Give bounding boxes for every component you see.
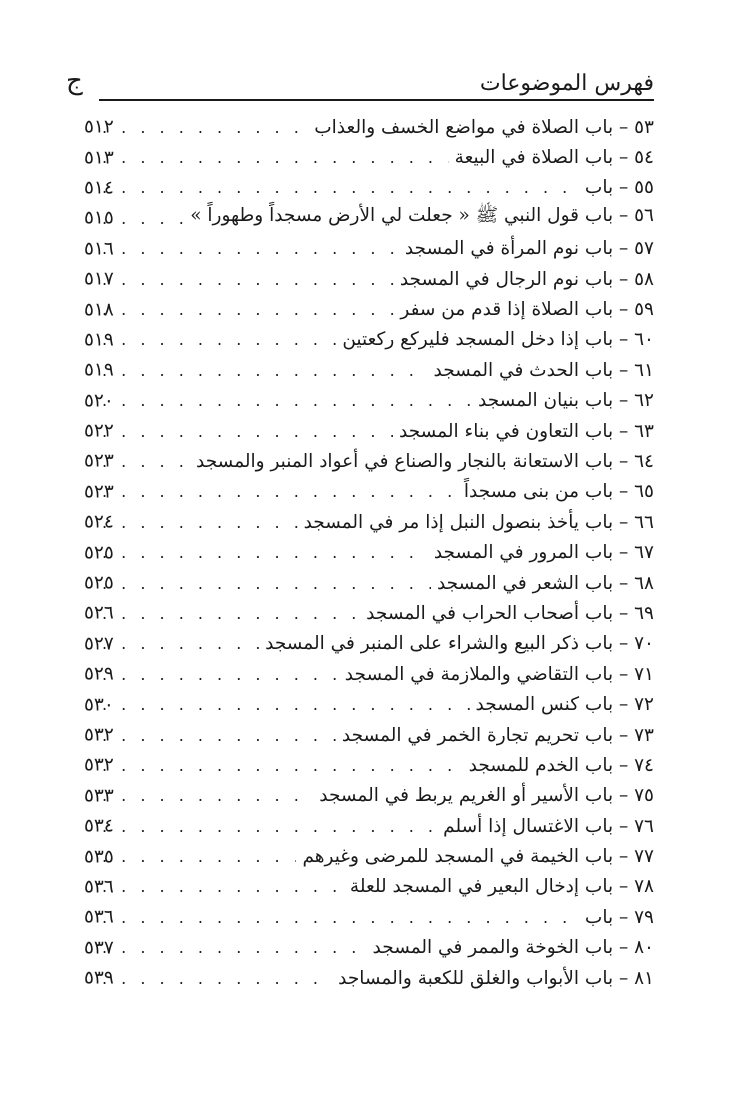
dot-leader	[102, 118, 308, 137]
toc-entry-title: ٦٢ – باب بنيان المسجد	[477, 390, 654, 412]
toc-entry-page-number: ٥٢٣	[84, 481, 114, 503]
toc-entry-title: ٧٤ – باب الخدم للمسجد	[468, 754, 654, 776]
page-header	[62, 66, 654, 102]
toc-entry	[84, 841, 654, 871]
dot-leader	[102, 361, 428, 380]
toc-entry	[84, 537, 654, 567]
toc-entry-title: ٥٩ – باب الصلاة إذا قدم من سفر	[400, 299, 654, 321]
toc-entry-page-number: ٥٣٠	[84, 694, 114, 716]
dot-leader	[102, 634, 259, 653]
toc-entry	[84, 325, 654, 355]
dot-leader	[102, 969, 332, 988]
toc-entry	[84, 446, 654, 476]
toc-entry-title: ٧٠ – باب ذكر البيع والشراء على المنبر في المسجد	[265, 633, 654, 655]
header-rule	[99, 99, 654, 101]
toc-entry-title: ٦٤ – باب الاستعانة بالنجار والصناع في أعواد المنبر والمسجد	[196, 450, 654, 472]
toc-entry-title: ٧٦ – باب الاغتسال إذا أسلم	[443, 815, 654, 837]
toc-entry-title: ٥٦ – باب قول النبي ﷺ « جعلت لي الأرض مسجداً وطهوراً »	[190, 205, 654, 227]
toc-entry-page-number: ٥٢٦	[84, 602, 114, 624]
toc-entry-page-number: ٥١٢	[84, 116, 114, 138]
toc-entry	[84, 689, 654, 719]
toc-entry-page-number: ٥٢٠	[84, 390, 114, 412]
toc-entry-page-number: ٥٣٥	[84, 846, 114, 868]
toc-entry	[84, 720, 654, 750]
toc-entry	[84, 173, 654, 203]
dot-leader	[102, 786, 313, 805]
toc-entry-page-number: ٥٣٤	[84, 815, 114, 837]
dot-leader	[102, 300, 394, 319]
toc-entry-page-number: ٥٢٤	[84, 511, 114, 533]
toc-entry-page-number: ٥٢٢	[84, 420, 114, 442]
toc-entry-page-number: ٥١٦	[84, 238, 114, 260]
toc-entry-title: ٥٥ – باب	[584, 177, 654, 199]
toc-entry-page-number: ٥١٨	[84, 299, 114, 321]
toc-entry-page-number: ٥٣٦	[84, 906, 114, 928]
toc-entry-title: ٧٣ – باب تحريم تجارة الخمر في المسجد	[341, 724, 654, 746]
toc-entry-page-number: ٥٣٢	[84, 754, 114, 776]
toc-entry-title: ٦٦ – باب يأخذ بنصول النبل إذا مر في المسجد	[303, 511, 654, 533]
dot-leader	[102, 938, 367, 957]
toc-entry-page-number: ٥٣٧	[84, 937, 114, 959]
toc-entry-title: ٦٣ – باب التعاون في بناء المسجد	[398, 420, 654, 442]
toc-entry-title: ٧٧ – باب الخيمة في المسجد للمرضى وغيرهم	[302, 846, 654, 868]
toc-entry-page-number: ٥٣٩	[84, 967, 114, 989]
toc-entry-page-number: ٥١٣	[84, 147, 114, 169]
toc-entry-title: ٥٤ – باب الصلاة في البيعة	[454, 147, 654, 169]
dot-leader	[102, 877, 344, 896]
toc-entry	[84, 781, 654, 811]
toc-entry-title: ٥٧ – باب نوم المرأة في المسجد	[404, 238, 654, 260]
toc-entry-page-number: ٥١٥	[84, 207, 114, 229]
toc-entry-page-number: ٥١٩	[84, 329, 114, 351]
dot-leader	[102, 270, 394, 289]
toc-entry-page-number: ٥١٧	[84, 268, 114, 290]
toc-entry	[84, 264, 654, 294]
toc-entry-title: ٧٩ – باب	[584, 906, 654, 928]
dot-leader	[102, 513, 298, 532]
toc-entry-title: ٦٩ – باب أصحاب الحراب في المسجد	[366, 602, 654, 624]
toc-entry	[84, 234, 654, 264]
toc-entry	[84, 386, 654, 416]
page-letter: ج	[66, 66, 83, 96]
toc-entry-title: ٦٥ – باب من بنى مسجداً	[463, 481, 654, 503]
dot-leader	[102, 756, 463, 775]
toc-entry-page-number: ٥٢٥	[84, 542, 114, 564]
dot-leader	[102, 665, 339, 684]
toc-entry	[84, 142, 654, 172]
toc-entry	[84, 629, 654, 659]
dot-leader	[102, 604, 360, 623]
dot-leader	[102, 178, 579, 197]
toc-entry	[84, 811, 654, 841]
dot-leader	[102, 543, 428, 562]
toc-entry	[84, 477, 654, 507]
toc-entry	[84, 659, 654, 689]
dot-leader	[102, 482, 458, 501]
toc-entry	[84, 902, 654, 932]
toc-entry-page-number: ٥٢٩	[84, 663, 114, 685]
dot-leader	[102, 817, 437, 836]
toc-entry-page-number: ٥٢٣	[84, 450, 114, 472]
dot-leader	[102, 574, 431, 593]
toc-entry	[84, 203, 654, 233]
toc-entry-page-number: ٥٣٣	[84, 785, 114, 807]
dot-leader	[102, 422, 393, 441]
toc-entry-title: ٦٨ – باب الشعر في المسجد	[436, 572, 654, 594]
toc-entry-title: ٧١ – باب التقاضي والملازمة في المسجد	[344, 663, 654, 685]
toc-entry	[84, 112, 654, 142]
toc-entry	[84, 933, 654, 963]
dot-leader	[102, 148, 449, 167]
toc-entry-page-number: ٥١٩	[84, 359, 114, 381]
dot-leader	[102, 726, 336, 745]
toc-entry-page-number: ٥٣٢	[84, 724, 114, 746]
toc-entry-page-number: ٥٢٧	[84, 633, 114, 655]
toc-entry-title: ٨١ – باب الأبواب والغلق للكعبة والمساجد	[338, 967, 654, 989]
toc-entry	[84, 963, 654, 993]
toc-entry-page-number: ٥٢٥	[84, 572, 114, 594]
toc-entry	[84, 598, 654, 628]
toc-entry	[84, 872, 654, 902]
toc-entry	[84, 355, 654, 385]
toc-entry-title: ٥٣ – باب الصلاة في مواضع الخسف والعذاب	[314, 116, 654, 138]
page-title: فهرس الموضوعات	[479, 71, 654, 96]
toc-entry-title: ٦٠ – باب إذا دخل المسجد فليركع ركعتين	[342, 329, 654, 351]
toc-entry-title: ٦٧ – باب المرور في المسجد	[433, 542, 654, 564]
toc-entry-title: ٧٨ – باب إدخال البعير في المسجد للعلة	[349, 876, 654, 898]
dot-leader	[102, 908, 579, 927]
table-of-contents	[84, 112, 654, 993]
toc-entry	[84, 294, 654, 324]
toc-entry-title: ٧٥ – باب الأسير أو الغريم يربط في المسجد	[319, 785, 654, 807]
toc-entry	[84, 416, 654, 446]
toc-entry	[84, 750, 654, 780]
toc-entry-page-number: ٥١٤	[84, 177, 114, 199]
toc-entry	[84, 507, 654, 537]
toc-entry-title: ٥٨ – باب نوم الرجال في المسجد	[399, 268, 654, 290]
dot-leader	[102, 330, 336, 349]
toc-entry	[84, 568, 654, 598]
toc-entry-title: ٨٠ – باب الخوخة والممر في المسجد	[372, 937, 654, 959]
dot-leader	[102, 695, 470, 714]
dot-leader	[102, 391, 472, 410]
toc-entry-page-number: ٥٣٦	[84, 876, 114, 898]
dot-leader	[102, 239, 399, 258]
toc-entry-title: ٦١ – باب الحدث في المسجد	[433, 359, 654, 381]
dot-leader	[102, 847, 296, 866]
toc-entry-title: ٧٢ – باب كنس المسجد	[475, 694, 654, 716]
